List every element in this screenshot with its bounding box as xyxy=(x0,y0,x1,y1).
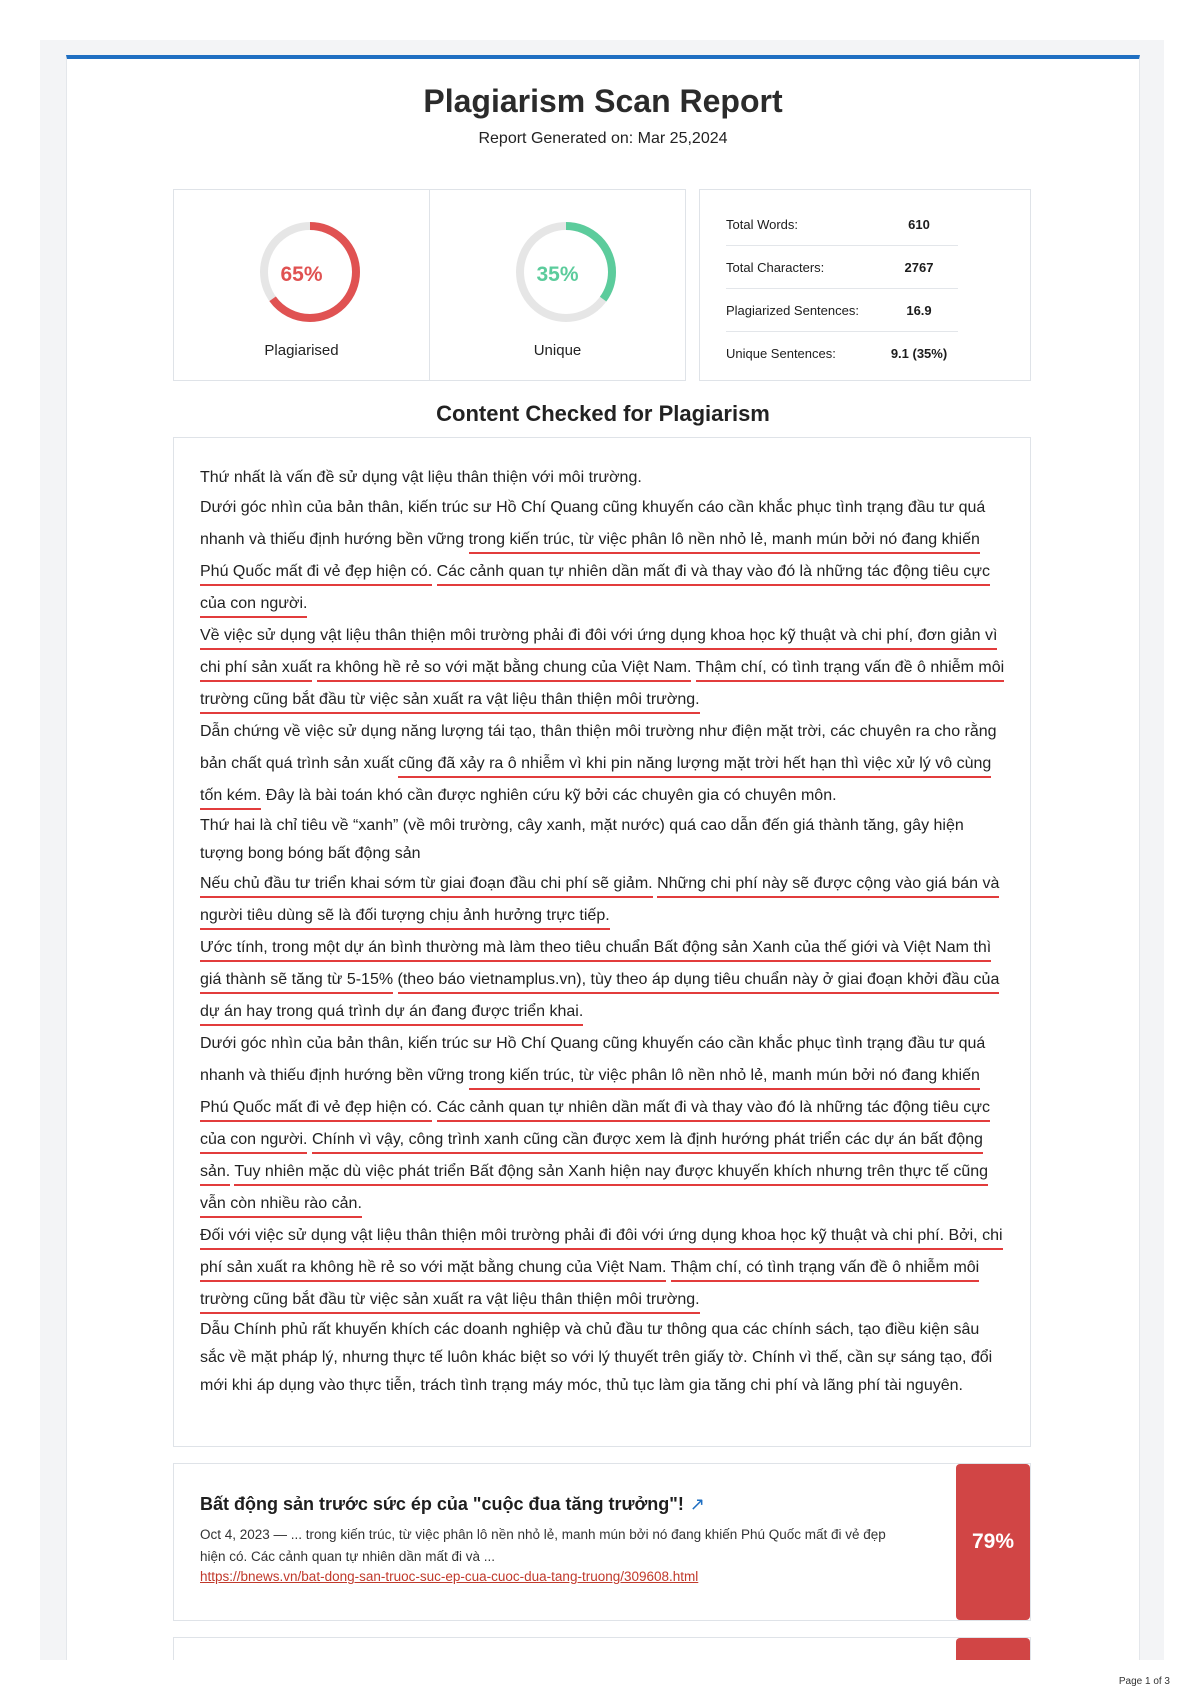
plagiarized-sentence[interactable]: Tuy nhiên mặc dù việc phát triển Bất động sản Xanh hiện nay được khuyến khích nhưng trên thực tế cũng vẫn còn nhiều rào cản. xyxy=(200,1163,988,1218)
stat-label: Total Words: xyxy=(726,216,799,232)
plagiarized-sentence[interactable]: Về việc sử dụng vật liệu thân thiện môi trường phải đi đôi với ứng dụng khoa học kỹ thuật và chi phí, đơn giản vì chi phí sản xuất xyxy=(200,627,997,682)
plagiarized-sentence[interactable]: Các cảnh quan tự nhiên dần mất đi và thay vào đó là những tác động tiêu cực của con người. xyxy=(200,1099,990,1154)
unique-percent: 35% xyxy=(536,263,579,286)
stat-row-total-characters xyxy=(726,246,958,289)
source-title-text[interactable]: Bất động sản trước sức ép của "cuộc đua tăng trưởng"! xyxy=(200,1494,684,1514)
plagiarized-sentence[interactable]: cũng đã xảy ra ô nhiễm vì khi pin năng lượng mặt trời hết hạn thì việc xử lý vô cùng tốn kém. xyxy=(200,755,991,810)
content-paragraph xyxy=(200,492,1006,620)
source-snippet: Oct 4, 2023 — ... trong kiến trúc, từ việc phân lô nền nhỏ lẻ, manh mún bởi nó đang khiến Phú Quốc mất đi vẻ đẹp hiện có. Các cảnh quan tự nhiên dần mất đi và ... xyxy=(200,1527,886,1564)
source-match-percent: 79% xyxy=(956,1464,1030,1620)
checked-content-box xyxy=(173,437,1031,1447)
unique-text: Thứ nhất là vấn đề sử dụng vật liệu thân thiện với môi trường. xyxy=(200,469,642,486)
unique-label: Unique xyxy=(533,342,582,359)
source-url-link[interactable]: https://bnews.vn/bat-dong-san-truoc-suc-ep-cua-cuoc-dua-tang-truong/309608.html xyxy=(200,1569,699,1584)
unique-text: Dẫn chứng về việc sử dụng năng lượng tái tạo, thân thiện môi trường như điện mặt trời, các chuyên ra cho rằng bản chất quá trình sản xuất xyxy=(200,723,997,772)
report-title: Plagiarism Scan Report xyxy=(423,83,783,119)
content-paragraph xyxy=(200,620,1006,716)
external-link-icon[interactable]: ↗ xyxy=(689,1494,705,1514)
plagiarised-percent: 65% xyxy=(280,263,323,286)
stat-value: 16.9 xyxy=(906,302,932,318)
plagiarized-sentence[interactable]: Chính vì vậy, công trình xanh cũng cần được xem là định hướng phát triển các dự án bất động sản. xyxy=(200,1131,983,1186)
next-source-card[interactable] xyxy=(173,1637,1031,1660)
checked-content-text xyxy=(200,464,1006,1400)
report-page xyxy=(66,55,1140,1660)
unique-text xyxy=(432,1099,436,1120)
stat-row-plagiarized-sentences xyxy=(726,289,958,332)
plagiarized-sentence[interactable]: Đối với việc sử dụng vật liệu thân thiện môi trường phải đi đôi với ứng dụng khoa học kỹ thuật và chi phí. Bởi, chi phí sản xuất ra không hề rẻ so với mặt bằng chung của Việt Nam. xyxy=(200,1227,1003,1282)
plagiarized-sentence[interactable]: Nếu chủ đầu tư triển khai sớm từ giai đoạn đầu chi phí sẽ giảm. xyxy=(200,875,653,898)
unique-text: Dưới góc nhìn của bản thân, kiến trúc sư Hồ Chí Quang cũng khuyến cáo cần khắc phục tình trạng đầu tư quá nhanh và thiếu định hướng bền vững xyxy=(200,499,986,548)
content-paragraph xyxy=(200,1220,1006,1316)
plagiarized-sentence[interactable]: Thậm chí, có tình trạng vấn đề ô nhiễm môi trường cũng bắt đầu từ việc sản xuất ra vật liệu thân thiện môi trường. xyxy=(200,659,1004,714)
content-paragraph xyxy=(200,932,1006,1028)
plagiarised-card xyxy=(173,189,430,381)
unique-text: Dưới góc nhìn của bản thân, kiến trúc sư Hồ Chí Quang cũng khuyến cáo cần khắc phục tình trạng đầu tư quá nhanh và thiếu định hướng bền vững xyxy=(200,1035,986,1084)
plagiarized-sentence[interactable]: ra không hề rẻ so với mặt bằng chung của Việt Nam. xyxy=(317,659,692,682)
report-viewport xyxy=(40,40,1164,1660)
plagiarized-sentence[interactable]: Ước tính, trong một dự án bình thường mà làm theo tiêu chuẩn Bất động sản Xanh của thế giới và Việt Nam thì giá thành sẽ tăng từ 5-15% xyxy=(200,939,991,994)
unique-card xyxy=(429,189,686,381)
plagiarized-sentence[interactable]: trong kiến trúc, từ việc phân lô nền nhỏ lẻ, manh mún bởi nó đang khiến Phú Quốc mất đi vẻ đẹp hiện có. xyxy=(200,1067,980,1122)
stat-label: Unique Sentences: xyxy=(726,345,836,361)
page-number: Page 1 of 3 xyxy=(1118,1676,1170,1687)
report-date: Report Generated on: Mar 25,2024 xyxy=(478,130,728,147)
stat-value: 610 xyxy=(908,216,930,232)
next-source-match-badge xyxy=(956,1638,1030,1660)
unique-text: Dẫu Chính phủ rất khuyến khích các doanh nghiệp và chủ đầu tư thông qua các chính sách, tạo điều kiện sâu sắc về mặt pháp lý, nhưng thực tế luôn khác biệt so với lý thuyết trên giấy tờ. Chính vì thế, cần sự sáng tạo, đổi mới khi áp dụng vào thực tiễn, trách tình trạng máy móc, thủ tục làm gia tăng chi phí và lãng phí tài nguyên. xyxy=(200,1321,993,1394)
content-paragraph xyxy=(200,1316,1006,1400)
content-paragraph xyxy=(200,812,1006,868)
stat-value: 2767 xyxy=(904,259,934,275)
content-paragraph xyxy=(200,1028,1006,1220)
content-paragraph xyxy=(200,716,1006,812)
unique-text xyxy=(666,1259,670,1280)
unique-text xyxy=(312,659,316,680)
stat-row-unique-sentences xyxy=(726,332,958,374)
content-paragraph xyxy=(200,868,1006,932)
stat-label: Plagiarized Sentences: xyxy=(726,302,859,318)
unique-text: Đây là bài toán khó cần được nghiên cứu kỹ bởi các chuyên gia có chuyên môn. xyxy=(261,787,837,804)
stats-card xyxy=(699,189,1031,381)
plagiarized-sentence[interactable]: Các cảnh quan tự nhiên dần mất đi và thay vào đó là những tác động tiêu cực của con người. xyxy=(200,563,990,618)
source-title[interactable] xyxy=(200,1494,705,1515)
plagiarized-sentence[interactable]: Thậm chí, có tình trạng vấn đề ô nhiễm môi trường cũng bắt đầu từ việc sản xuất ra vật liệu thân thiện môi trường. xyxy=(200,1259,979,1314)
unique-text xyxy=(432,563,436,584)
unique-text xyxy=(393,971,397,992)
content-section-title: Content Checked for Plagiarism xyxy=(436,401,770,426)
plagiarized-sentence[interactable]: Những chi phí này sẽ được cộng vào giá bán và người tiêu dùng sẽ là đối tượng chịu ảnh hưởng trực tiếp. xyxy=(200,875,999,930)
unique-text: Thứ hai là chỉ tiêu về “xanh” (về môi trường, cây xanh, mặt nước) quá cao dẫn đến giá thành tăng, gây hiện tượng bong bóng bất động sản xyxy=(200,817,964,862)
stats-table xyxy=(726,203,958,374)
plagiarised-label: Plagiarised xyxy=(264,342,339,359)
stat-value: 9.1 (35%) xyxy=(890,345,948,361)
plagiarized-sentence[interactable]: trong kiến trúc, từ việc phân lô nền nhỏ lẻ, manh mún bởi nó đang khiến Phú Quốc mất đi vẻ đẹp hiện có. xyxy=(200,531,980,586)
stat-row-total-words xyxy=(726,203,958,246)
content-paragraph xyxy=(200,464,1006,492)
stat-label: Total Characters: xyxy=(726,259,825,275)
source-card[interactable] xyxy=(173,1463,1031,1621)
unique-text xyxy=(691,659,695,680)
plagiarized-sentence[interactable]: (theo báo vietnamplus.vn), tùy theo áp dụng tiêu chuẩn này ở giai đoạn khởi đầu của dự án hay trong quá trình dự án đang được triển khai. xyxy=(200,971,999,1026)
